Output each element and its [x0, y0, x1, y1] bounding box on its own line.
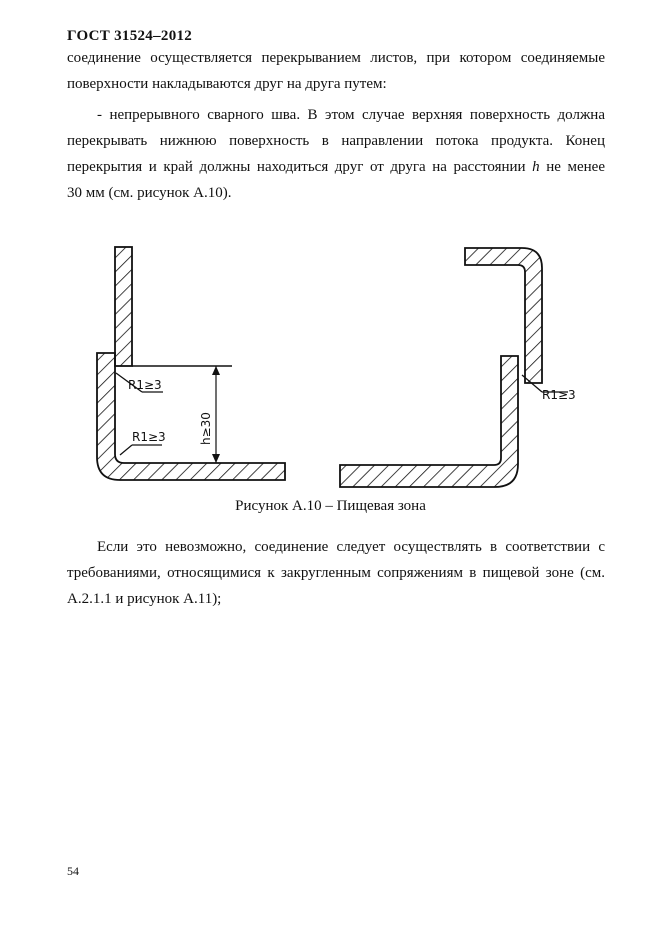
- dimension-arrow-top: [212, 366, 220, 375]
- figure-drawing: [90, 240, 590, 500]
- paragraph-line: соединение осуществляется перекрыванием листов, при котором соединяемые: [67, 50, 605, 66]
- upper-sheet: [115, 247, 132, 366]
- document-header: ГОСТ 31524–2012: [67, 28, 193, 44]
- left-weld-assembly: [97, 247, 285, 480]
- paragraph-overlap-intro: [67, 45, 605, 97]
- paragraph-line: 30 мм (см. рисунок А.10).: [67, 185, 232, 201]
- label-radius-lower: R1≥3: [132, 430, 166, 444]
- radius-leader-2: [120, 445, 132, 455]
- label-radius-right: R1≥3: [542, 388, 576, 402]
- figure-a10: [90, 240, 590, 500]
- page-number: 54: [67, 864, 79, 878]
- paragraph-line: Если это невозможно, соединение следует осуществлять в соответствии с: [97, 539, 605, 555]
- paragraph-line: поверхности накладываются друг на друга путем:: [67, 76, 387, 92]
- paragraph-continuous-weld: [67, 102, 605, 206]
- lower-sheet-right: [340, 356, 518, 487]
- lower-sheet: [97, 353, 285, 480]
- label-radius-upper: R1≥3: [128, 378, 162, 392]
- paragraph-line: [67, 154, 605, 180]
- paragraph-line: требованиями, относящимися к закругленным сопряжениям в пищевой зоне (см.: [67, 565, 605, 581]
- label-h-dimension: h≥30: [199, 412, 213, 445]
- paragraph-alternative: [67, 534, 605, 612]
- figure-caption: Рисунок А.10 – Пищевая зона: [235, 498, 426, 514]
- right-weld-assembly: [340, 248, 576, 487]
- variable-h: h: [532, 159, 540, 175]
- text-fragment: не менее: [539, 159, 605, 175]
- dimension-arrow-bottom: [212, 454, 220, 463]
- paragraph-line: - непрерывного сварного шва. В этом случае верхняя поверхность должна: [97, 107, 605, 123]
- paragraph-line: перекрывать нижнюю поверхность в направлении потока продукта. Конец: [67, 133, 605, 149]
- paragraph-line: А.2.1.1 и рисунок А.11);: [67, 591, 222, 607]
- text-fragment: перекрытия и край должны находиться друг от друга на расстоянии: [67, 159, 533, 175]
